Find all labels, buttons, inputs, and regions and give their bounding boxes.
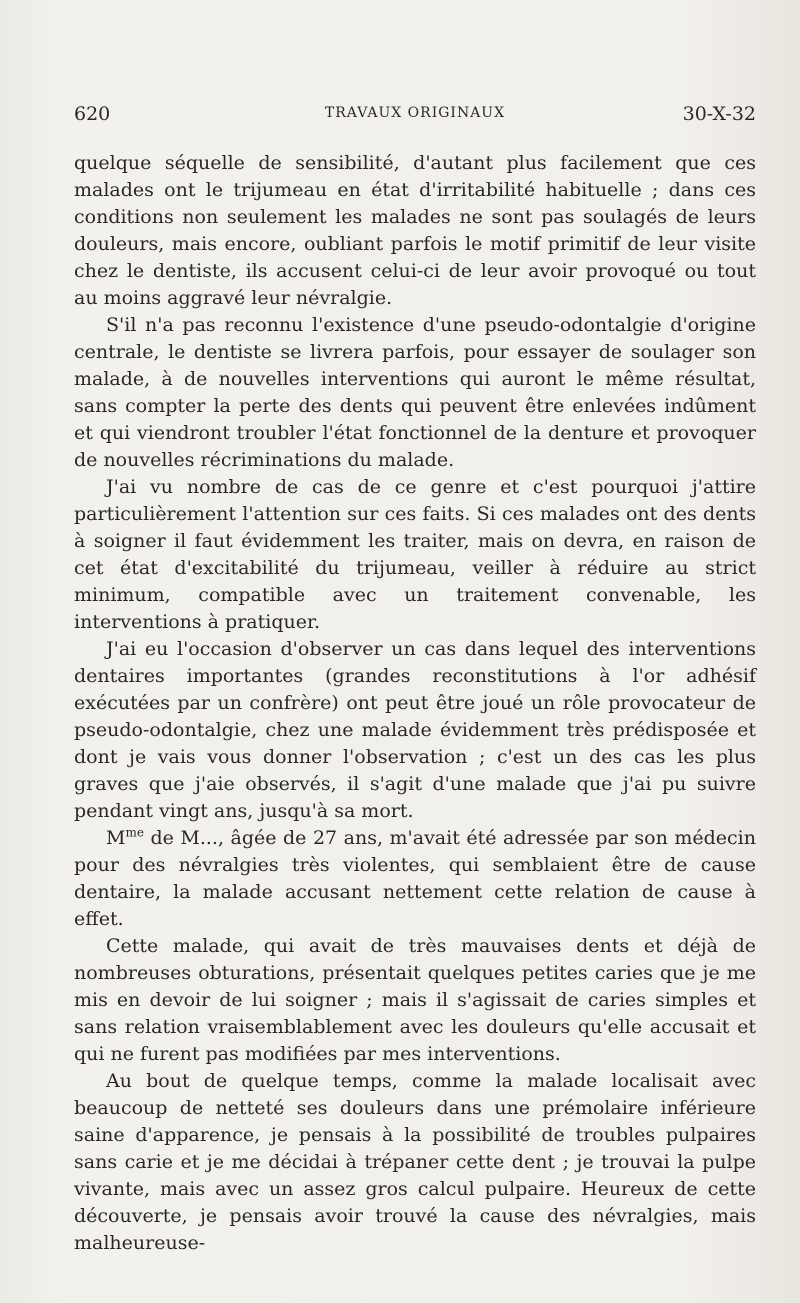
- paragraph-1: quelque séquelle de sensibilité, d'autant plus facilement que ces malades ont le trijumeau en état d'irritabilité habituelle ; dans ces conditions non seulement les malades ne sont pas soulagés de leurs douleurs, mais encore, oubliant parfois le motif primitif de leur visite chez le dentiste, ils accusent celui-ci de leur avoir provoqué ou tout au moins aggravé leur névralgie.: [74, 152, 756, 309]
- paragraph-5-text: de M..., âgée de 27 ans, m'avait été adressée par son médecin pour des névralgies très violentes, qui semblaient être de cause dentaire, la malade accusant nettement cette relation de cause à effet.: [74, 827, 756, 930]
- running-title: TRAVAUX ORIGINAUX: [324, 105, 506, 121]
- paragraph-7: Au bout de quelque temps, comme la malade localisait avec beaucoup de netteté ses douleurs dans une prémolaire inférieure saine d'apparence, je pensais à la possibilité de troubles pulpaires sans carie et je me décidai à trépaner cette dent ; je trouvai la pulpe vivante, mais avec un assez gros calcul pulpaire. Heureux de cette découverte, je pensais avoir trouvé la cause des névralgies, mais malheureuse-: [74, 1070, 756, 1254]
- paragraph-2: S'il n'a pas reconnu l'existence d'une pseudo-odontalgie d'origine centrale, le dentiste se livrera parfois, pour essayer de soulager son malade, à de nouvelles interventions qui auront le même résultat, sans compter la perte des dents qui peuvent être enlevées indûment et qui viendront troubler l'état fonctionnel de la denture et provoquer de nouvelles récriminations du malade.: [74, 314, 756, 471]
- paragraph-4: J'ai eu l'occasion d'observer un cas dans lequel des interventions dentaires importantes (grandes reconstitutions à l'or adhésif exécutées par un confrère) ont peut être joué un rôle provocateur de pseudo-odontalgie, chez une malade évidemment très prédisposée et dont je vais vous donner l'observation ; c'est un des cas les plus graves que j'aie observés, il s'agit d'une malade que j'ai pu suivre pendant vingt ans, jusqu'à sa mort.: [74, 638, 756, 822]
- issue-date: 30-X-32: [682, 103, 756, 125]
- running-header: [74, 103, 756, 127]
- paragraph-6: Cette malade, qui avait de très mauvaises dents et déjà de nombreuses obturations, présentait quelques petites caries que je me mis en devoir de lui soigner ; mais il s'agissait de caries simples et sans relation vraisemblablement avec les douleurs qu'elle accusait et qui ne furent pas modifiées par mes interventions.: [74, 935, 756, 1065]
- article-body: [74, 150, 756, 1257]
- title-abbrev-superscript: me: [125, 825, 144, 840]
- paragraph-5: [74, 825, 756, 933]
- paragraph-3: J'ai vu nombre de cas de ce genre et c'est pourquoi j'attire particulièrement l'attention sur ces faits. Si ces malades ont des dents à soigner il faut évidemment les traiter, mais on devra, en raison de cet état d'excitabilité du trijumeau, veiller à réduire au strict minimum, compatible avec un traitement convenable, les interventions à pratiquer.: [74, 476, 756, 633]
- title-abbrev: M: [106, 827, 126, 849]
- page-number: 620: [74, 103, 111, 125]
